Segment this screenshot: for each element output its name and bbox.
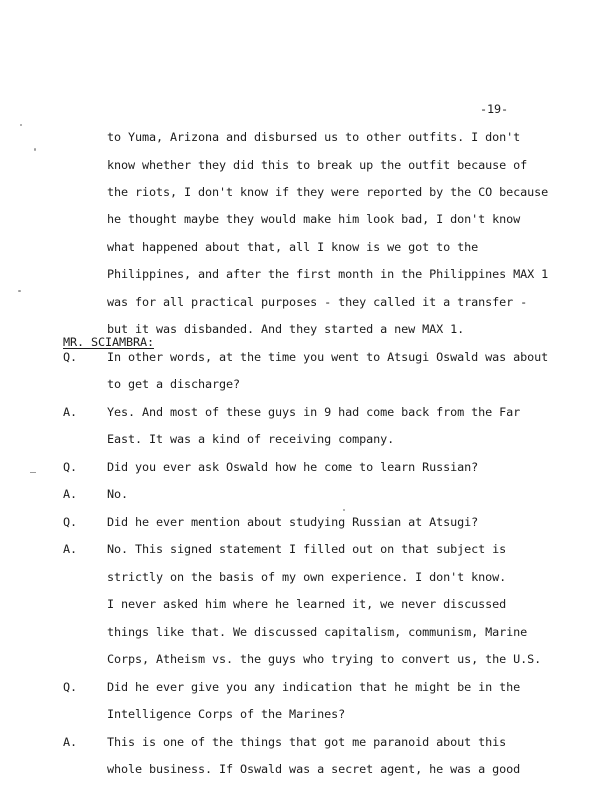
speaker-label: A.: [63, 735, 78, 749]
speaker-label: Q.: [63, 515, 78, 529]
speaker-label: A.: [63, 405, 78, 419]
question-text: In other words, at the time you went to Atsugi Oswald was about: [107, 350, 549, 364]
scan-speck: [30, 472, 36, 473]
continuation-line: the riots, I don't know if they were reported by the CO because: [107, 185, 549, 199]
answer-text: Corps, Atheism vs. the guys who trying to convert us, the U.S.: [107, 652, 542, 666]
continuation-line: he thought maybe they would make him look bad, I don't know: [107, 212, 521, 226]
answer-text: strictly on the basis of my own experience. I don't know.: [107, 570, 507, 584]
speaker-label: A.: [63, 542, 78, 556]
answer-text: No. This signed statement I filled out on that subject is: [107, 542, 507, 556]
question-text: Intelligence Corps of the Marines?: [107, 707, 346, 721]
speaker-label: A.: [63, 487, 78, 501]
question-text: to get a discharge?: [107, 377, 241, 391]
scan-speck: [343, 509, 345, 511]
continuation-line: was for all practical purposes - they called it a transfer -: [107, 295, 528, 309]
answer-text: whole business. If Oswald was a secret agent, he was a good: [107, 762, 521, 776]
continuation-line: Philippines, and after the first month in the Philippines MAX 1: [107, 267, 549, 281]
continuation-line: but it was disbanded. And they started a new MAX 1.: [107, 322, 465, 336]
continuation-line: what happened about that, all I know is we got to the: [107, 240, 479, 254]
interviewer-tag: MR. SCIAMBRA:: [63, 335, 155, 349]
speaker-label: Q.: [63, 350, 78, 364]
question-text: Did you ever ask Oswald how he come to learn Russian?: [107, 460, 479, 474]
answer-text: I never asked him where he learned it, we never discussed: [107, 597, 507, 611]
page-number: -19-: [480, 102, 509, 116]
answer-text: things like that. We discussed capitalism, communism, Marine: [107, 625, 528, 639]
continuation-line: know whether they did this to break up the outfit because of: [107, 158, 528, 172]
answer-text: Yes. And most of these guys in 9 had come back from the Far: [107, 405, 521, 419]
scan-speck: [34, 148, 36, 151]
answer-text: East. It was a kind of receiving company.: [107, 432, 395, 446]
question-text: Did he ever give you any indication that he might be in the: [107, 680, 521, 694]
continuation-line: to Yuma, Arizona and disbursed us to other outfits. I don't: [107, 130, 521, 144]
answer-text: No.: [107, 487, 129, 501]
question-text: Did he ever mention about studying Russian at Atsugi?: [107, 515, 479, 529]
answer-text: This is one of the things that got me paranoid about this: [107, 735, 507, 749]
speaker-label: Q.: [63, 460, 78, 474]
scan-speck: [20, 124, 22, 126]
scan-speck: [18, 290, 21, 292]
speaker-label: Q.: [63, 680, 78, 694]
